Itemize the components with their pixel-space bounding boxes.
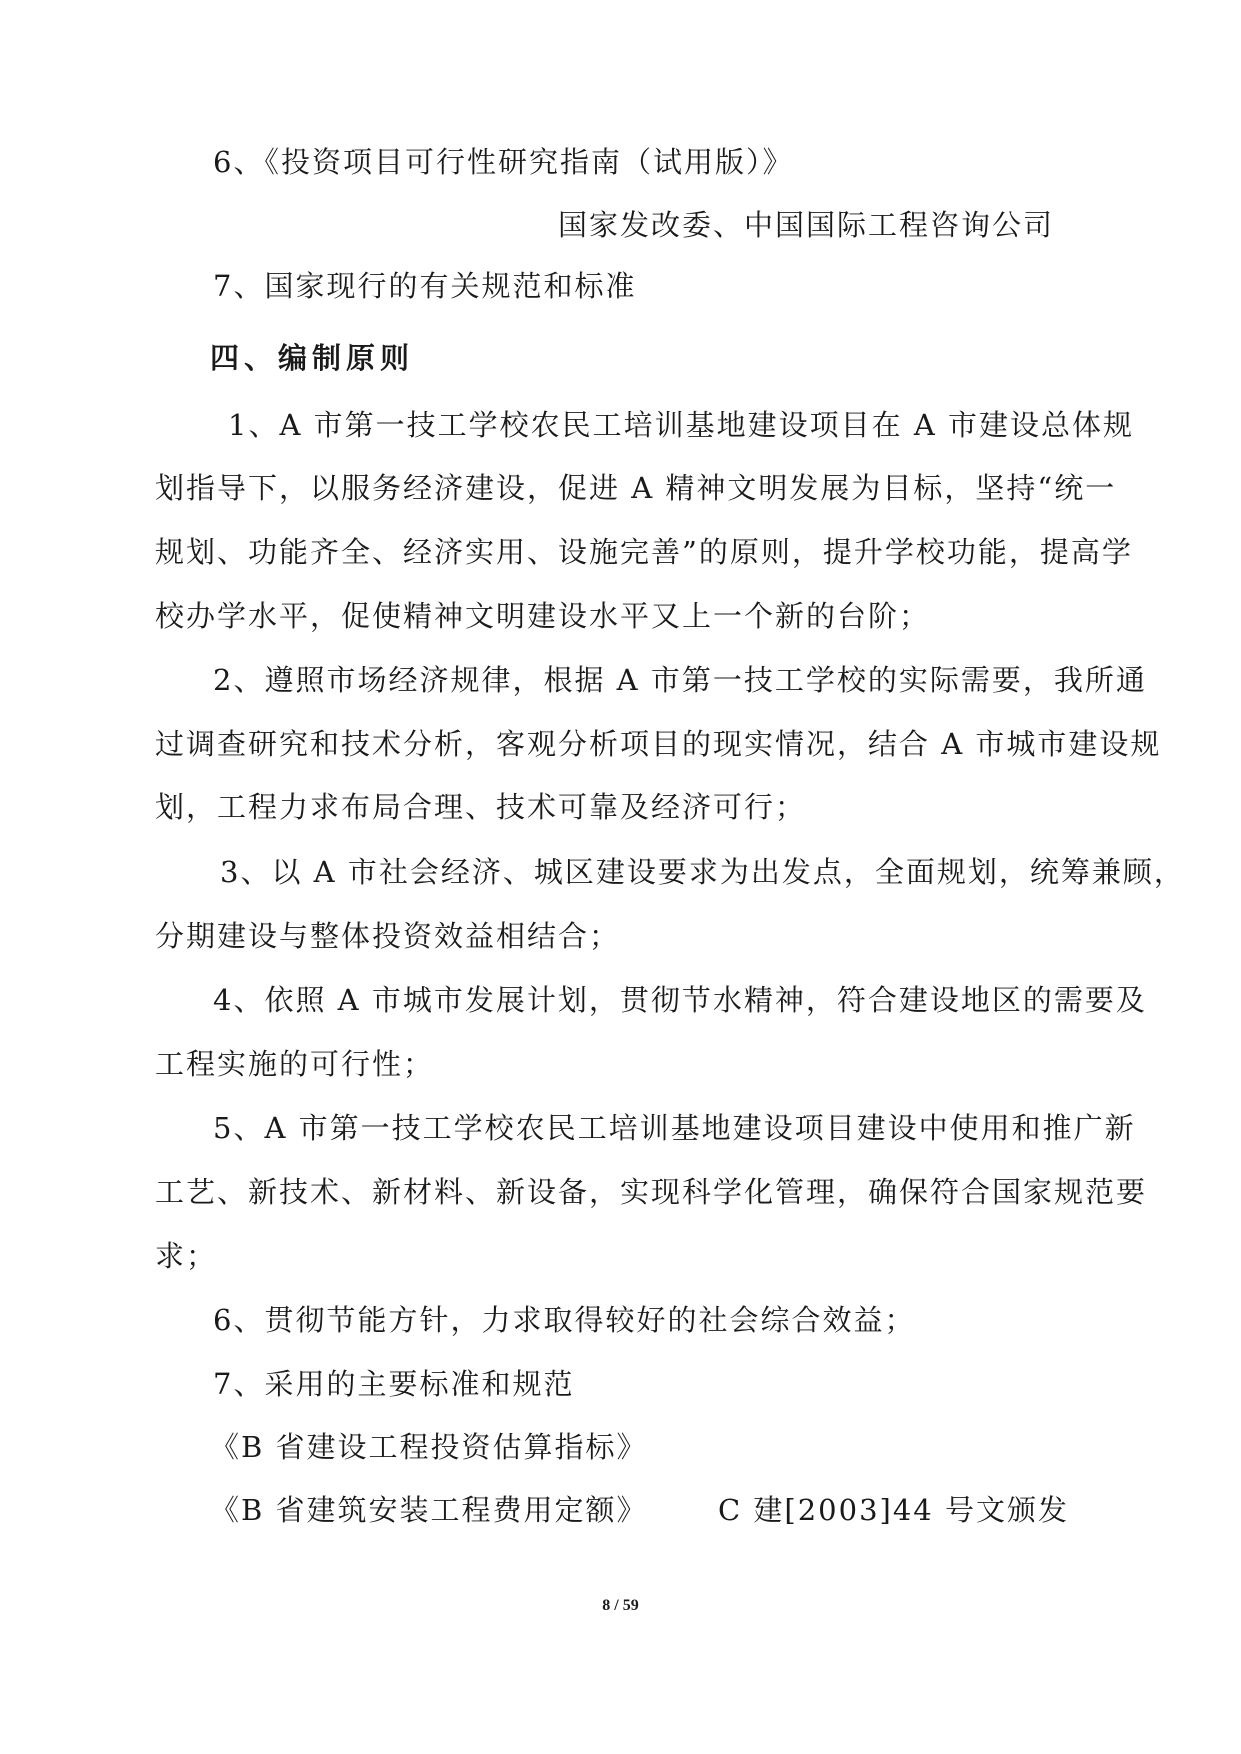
principle-6: 6、贯彻节能方针，力求取得较好的社会综合效益； bbox=[213, 1303, 916, 1337]
principle-1-line-1: 1、A 市第一技工学校农民工培训基地建设项目在 A 市建设总体规 bbox=[228, 408, 1134, 442]
principle-7: 7、采用的主要标准和规范 bbox=[213, 1367, 575, 1401]
principle-1-line-4: 校办学水平，促使精神文明建设水平又上一个新的台阶； bbox=[155, 599, 931, 633]
reference-item-6-title: 6、《投资项目可行性研究指南（试用版）》 bbox=[213, 145, 794, 179]
principle-4-line-1: 4、依照 A 市城市发展计划，贯彻节水精神，符合建设地区的需要及 bbox=[213, 983, 1147, 1017]
standard-item-2-issuer: C 建[2003]44 号文颁发 bbox=[718, 1493, 1069, 1527]
principle-3-line-1: 3、以 A 市社会经济、城区建设要求为出发点，全面规划，统筹兼顾， bbox=[220, 855, 1185, 889]
principle-2-line-3: 划，工程力求布局合理、技术可靠及经济可行； bbox=[155, 790, 807, 824]
principle-2-line-1: 2、遵照市场经济规律，根据 A 市第一技工学校的实际需要，我所通 bbox=[213, 663, 1147, 697]
principle-5-line-1: 5、A 市第一技工学校农民工培训基地建设项目建设中使用和推广新 bbox=[213, 1111, 1136, 1145]
reference-item-7: 7、国家现行的有关规范和标准 bbox=[213, 269, 637, 303]
standard-item-1: 《B 省建设工程投资估算指标》 bbox=[210, 1430, 648, 1464]
principle-1-line-2: 划指导下，以服务经济建设，促进 A 精神文明发展为目标，坚持“统一 bbox=[155, 471, 1117, 505]
principle-3-line-2: 分期建设与整体投资效益相结合； bbox=[155, 919, 621, 953]
reference-item-6-source: 国家发改委、中国国际工程咨询公司 bbox=[558, 208, 1055, 242]
principle-5-line-2: 工艺、新技术、新材料、新设备，实现科学化管理，确保符合国家规范要 bbox=[155, 1175, 1148, 1209]
principle-4-line-2: 工程实施的可行性； bbox=[155, 1047, 435, 1081]
standard-item-2-title: 《B 省建筑安装工程费用定额》 bbox=[210, 1493, 648, 1527]
section-heading: 四、编制原则 bbox=[210, 341, 415, 375]
principle-2-line-2: 过调查研究和技术分析，客观分析项目的现实情况，结合 A 市城市建设规 bbox=[155, 727, 1162, 761]
principle-1-line-3: 规划、功能齐全、经济实用、设施完善”的原则，提升学校功能，提高学 bbox=[155, 535, 1133, 569]
principle-5-line-3: 求； bbox=[155, 1239, 218, 1273]
page-number: 8 / 59 bbox=[602, 1597, 639, 1614]
